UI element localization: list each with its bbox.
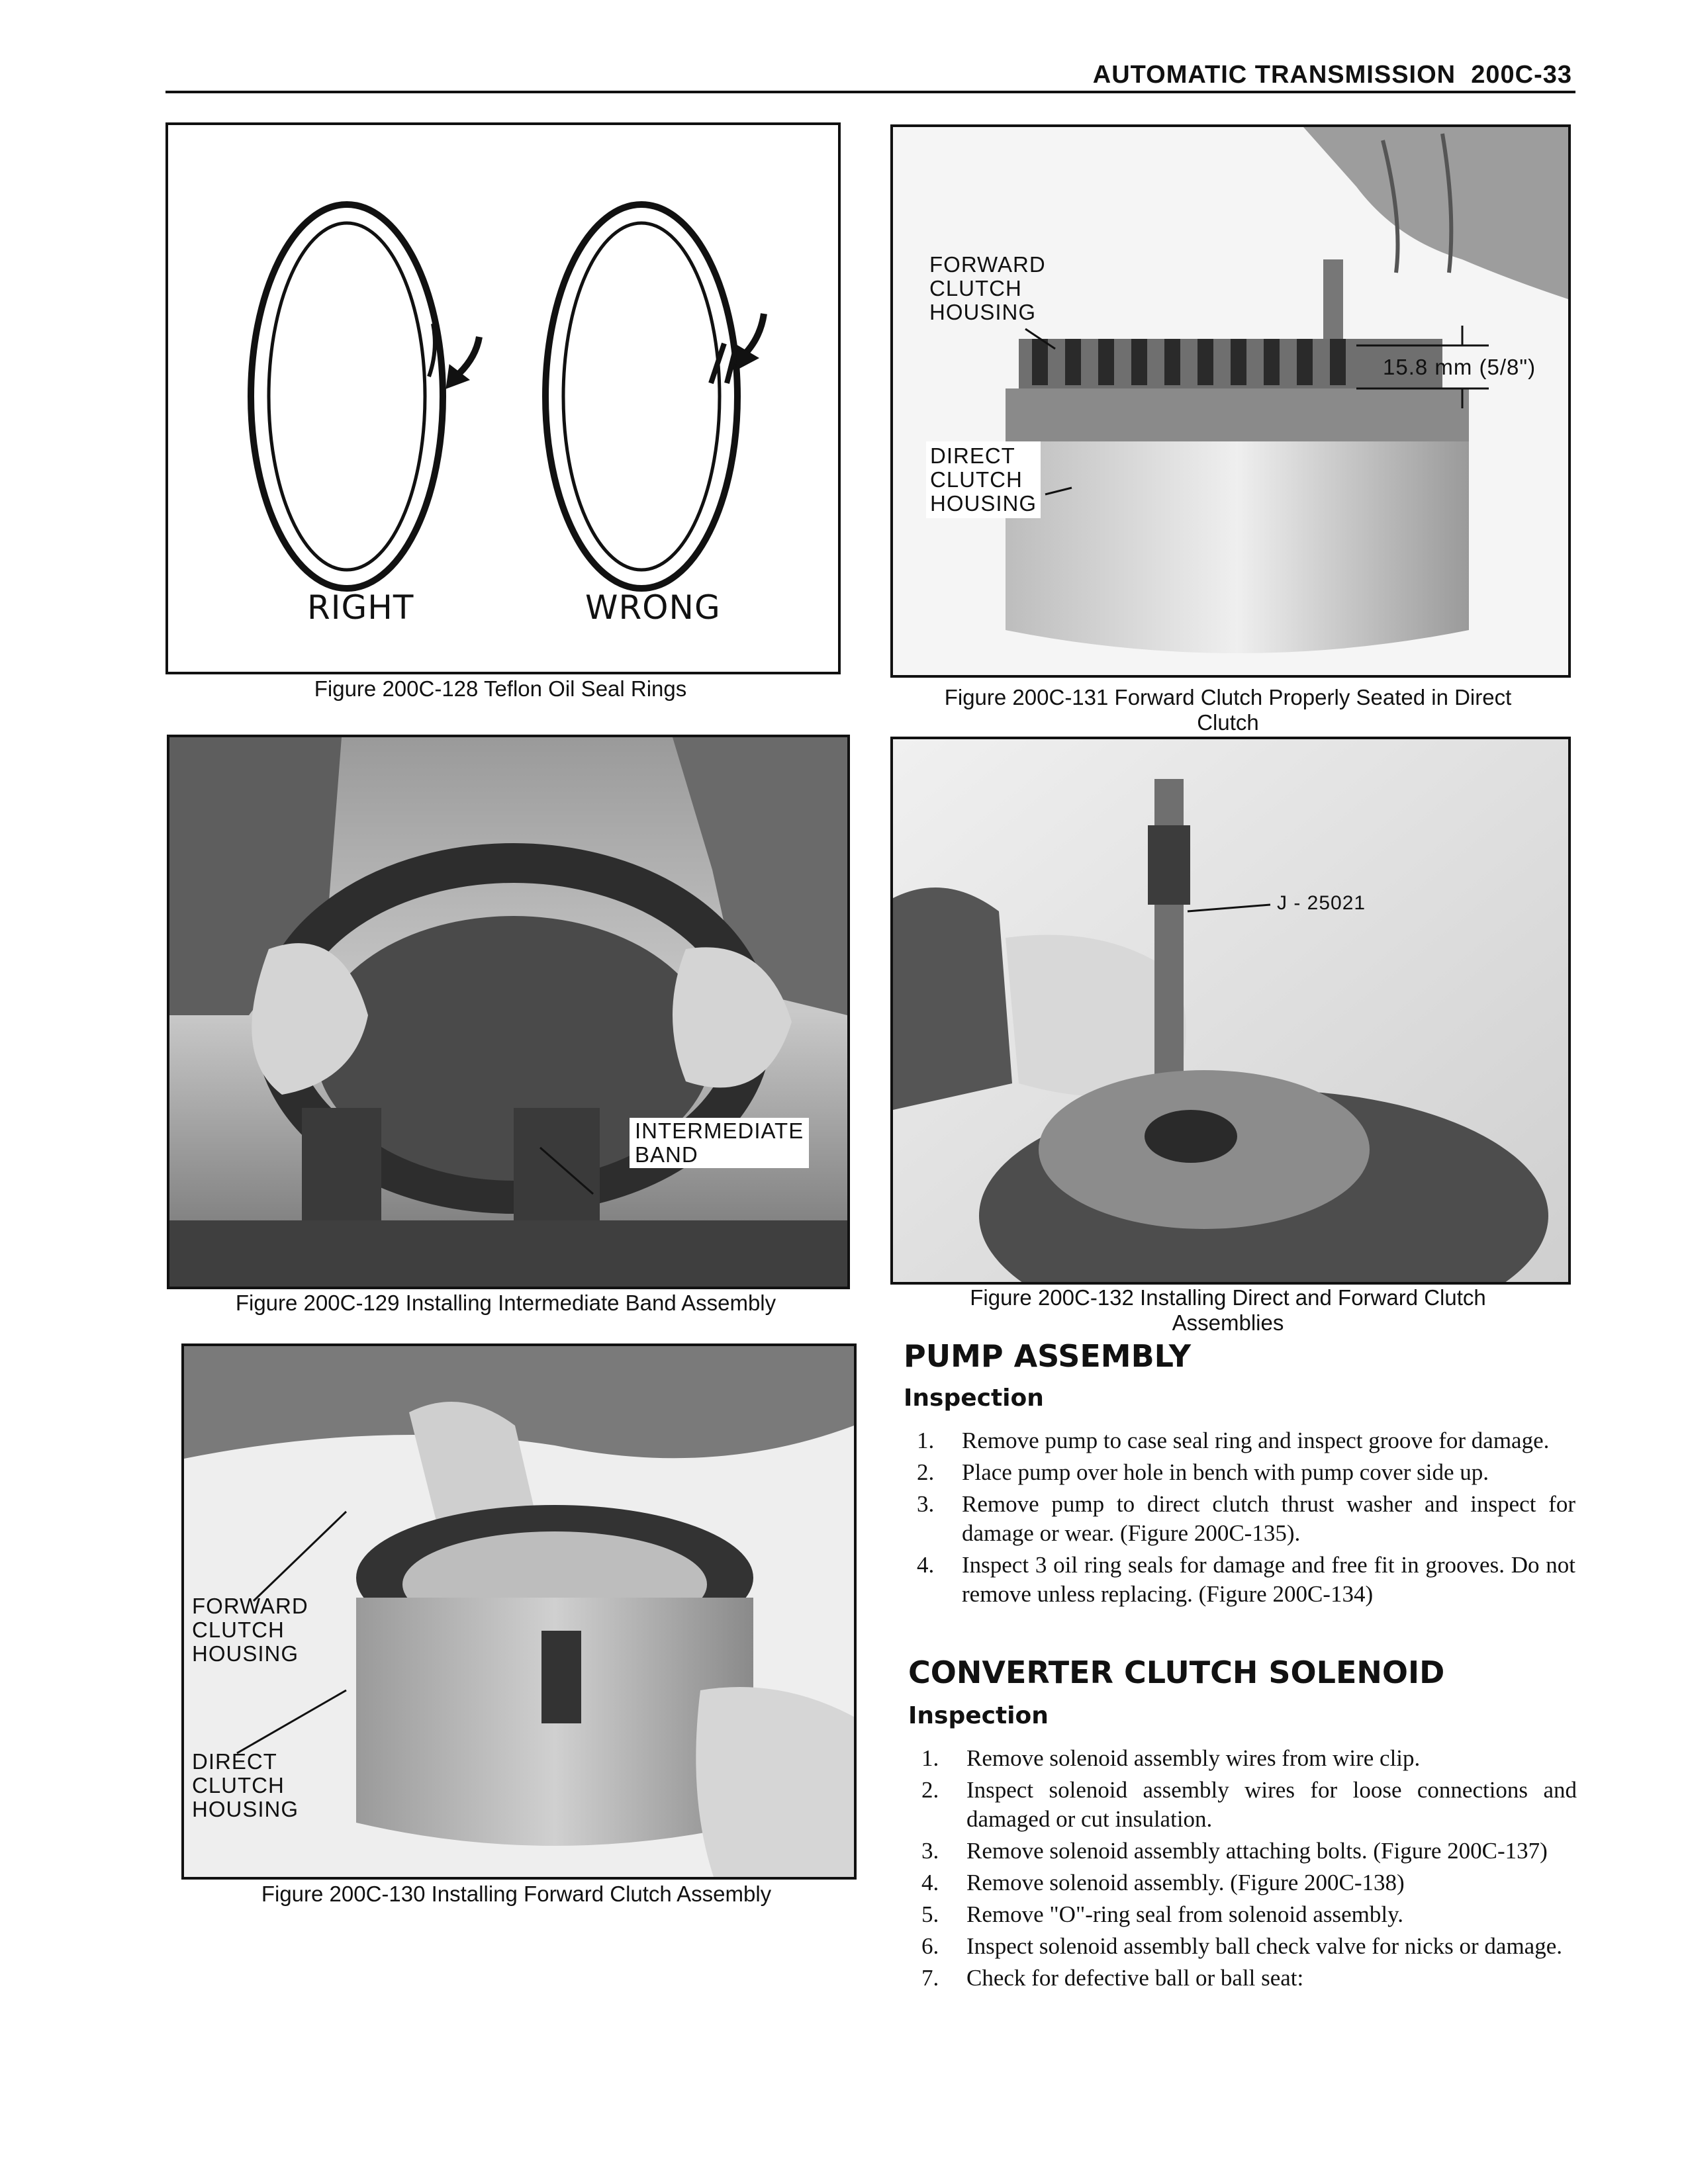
pump-assembly-heading: PUMP ASSEMBLY — [904, 1338, 1192, 1374]
solenoid-inspection-steps — [908, 1744, 1577, 1995]
figure-131-caption: Figure 200C-131 Forward Clutch Properly Seated in Direct Clutch — [944, 685, 1512, 735]
direct-forward-clutch-install-photo — [893, 739, 1568, 1282]
forward-clutch-housing-label: FORWARD CLUTCH HOUSING — [929, 252, 1046, 324]
list-item: 2. Place pump over hole in bench with pump cover side up. — [917, 1459, 1489, 1485]
figure-131-box — [890, 124, 1571, 678]
list-item: 4. Remove solenoid assembly. (Figure 200C-138) — [921, 1870, 1405, 1895]
list-item: 1. Remove solenoid assembly wires from wire clip. — [921, 1745, 1421, 1771]
header-page-number: 200C-33 — [1471, 61, 1572, 89]
list-item: 7. Check for defective ball or ball seat: — [921, 1965, 1304, 1991]
pump-inspection-steps — [904, 1426, 1575, 1612]
figure-128-box — [165, 122, 841, 674]
intermediate-band-photo — [169, 737, 847, 1287]
list-item: 4. Inspect 3 oil ring seals for damage and free fit in grooves. Do not remove unless replacing. (Figure 200C-134) — [917, 1552, 1575, 1607]
tool-number-label: J - 25021 — [1277, 892, 1366, 914]
right-ring-drawing — [251, 205, 479, 588]
dimension-label: 15.8 mm (5/8") — [1383, 355, 1536, 379]
figure-132-box — [890, 737, 1571, 1285]
pump-inspection-subheading: Inspection — [904, 1385, 1044, 1412]
right-label: RIGHT — [307, 588, 414, 627]
wrong-ring-drawing — [545, 205, 764, 588]
figure-129-box — [167, 735, 850, 1289]
figure-130-box — [181, 1343, 857, 1880]
header-rule — [165, 91, 1575, 93]
intermediate-band-label: INTERMEDIATE BAND — [630, 1118, 809, 1168]
direct-clutch-housing-label: DIRECT CLUTCH HOUSING — [926, 441, 1041, 518]
header-title: AUTOMATIC TRANSMISSION — [1092, 61, 1456, 89]
list-item: 3. Remove solenoid assembly attaching bolts. (Figure 200C-137) — [921, 1838, 1548, 1864]
list-item: 2. Inspect solenoid assembly wires for loose connections and damaged or cut insulation. — [921, 1777, 1577, 1832]
solenoid-inspection-subheading: Inspection — [908, 1702, 1049, 1729]
figure-128-caption: Figure 200C-128 Teflon Oil Seal Rings — [314, 676, 687, 701]
wrong-label: WRONG — [585, 588, 721, 627]
list-item: 3. Remove pump to direct clutch thrust washer and inspect for damage or wear. (Figure 200C-135). — [917, 1491, 1575, 1546]
list-item: 1. Remove pump to case seal ring and inspect groove for damage. — [917, 1428, 1550, 1453]
teflon-seal-rings-illustration — [168, 125, 838, 672]
running-head — [1093, 61, 1572, 89]
list-item: 6. Inspect solenoid assembly ball check valve for nicks or damage. — [921, 1933, 1562, 1959]
forward-clutch-housing-label: FORWARD CLUTCH HOUSING — [192, 1594, 308, 1666]
figure-130-caption: Figure 200C-130 Installing Forward Clutch Assembly — [261, 1882, 772, 1906]
converter-clutch-solenoid-heading: CONVERTER CLUTCH SOLENOID — [908, 1655, 1445, 1690]
figure-132-caption: Figure 200C-132 Installing Direct and Forward Clutch Assemblies — [970, 1285, 1486, 1335]
direct-clutch-housing-label: DIRECT CLUTCH HOUSING — [192, 1749, 299, 1821]
forward-clutch-seated-photo — [893, 127, 1568, 675]
figure-129-caption: Figure 200C-129 Installing Intermediate Band Assembly — [235, 1291, 776, 1315]
list-item: 5. Remove "O"-ring seal from solenoid assembly. — [921, 1901, 1404, 1927]
